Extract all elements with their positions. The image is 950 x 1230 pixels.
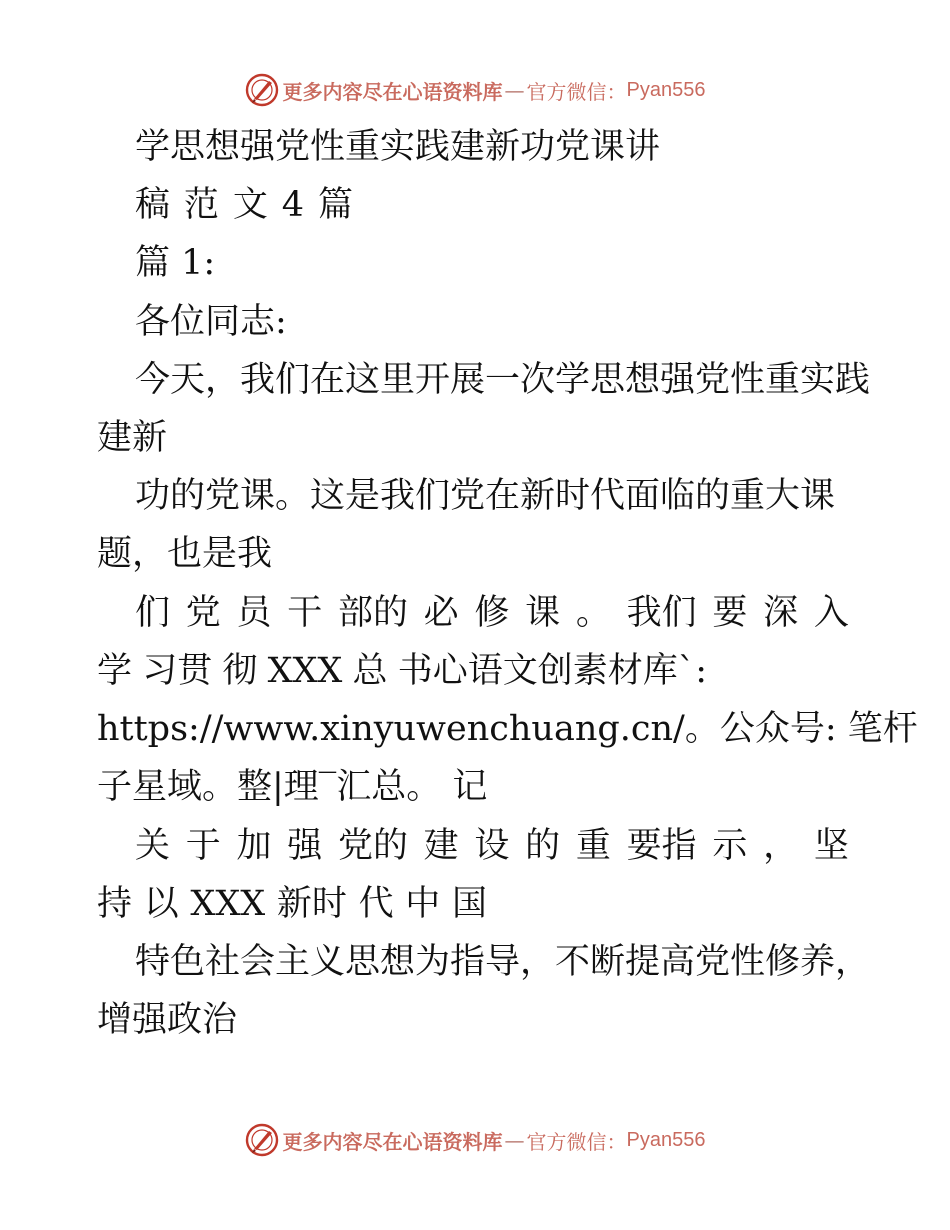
word: 。 [575,593,611,633]
title-line-1: 学思想强党性重实践建新功党课讲 [135,127,661,167]
word: 课 [525,593,561,633]
word: 国 [451,884,487,924]
word: 入 [813,593,849,633]
title-word: 篇 [317,185,353,225]
word: 新时 [276,884,347,924]
header-banner [0,70,950,110]
word: 深 [763,593,799,633]
paragraph-4-line-2 [97,884,487,924]
word: 要指 [626,826,697,866]
word: 书心语文创素材库`: [397,651,707,691]
word: 党的 [337,826,408,866]
word: 于 [185,826,221,866]
word: 加 [236,826,272,866]
word: 学 [97,651,133,691]
word: 员 [236,593,272,633]
word: ， [763,826,799,866]
footer-banner [0,1120,950,1160]
paragraph-5-line-1: 特色社会主义思想为指导，不断提高党性修养， [135,942,871,982]
paragraph-2-line-1: 功的党课。这是我们党在新时代面临的重大课 [135,476,836,516]
word: 重 [575,826,611,866]
word: 示 [712,826,748,866]
banner-separator: — [504,1128,525,1152]
word: 以 [143,884,179,924]
word: 关 [135,826,171,866]
word: XXX [267,651,343,691]
word: 修 [474,593,510,633]
word: XXX [190,884,266,924]
word: 彻 [222,651,258,691]
banner-wechat-id: Pyan556 [626,1128,706,1151]
paragraph-1-line-1: 今天，我们在这里开展一次学思想强党性重实践 [135,360,871,400]
paragraph-3-line-4: 子星域。整|理‾汇总。 记 [97,767,488,807]
paragraph-1-line-2: 建新 [97,418,168,458]
banner-contact-label: 官方微信： [526,1129,627,1154]
title-word: 范 [183,185,219,225]
quill-logo-icon [245,1123,279,1157]
word: 中 [405,884,441,924]
title-word: 文 [232,185,268,225]
word: 总 [352,651,388,691]
title-word: 4 [281,185,305,225]
banner-wechat-id: Pyan556 [626,78,706,101]
section-heading: 篇 1: [135,243,216,283]
word: 部的 [337,593,408,633]
word: 持 [97,884,133,924]
paragraph-3-line-2 [97,651,707,691]
paragraph-5-line-2: 增强政治 [97,1000,238,1040]
word: 党 [185,593,221,633]
word: 设 [474,826,510,866]
word: 们 [135,593,171,633]
word: 我们 [626,593,697,633]
paragraph-4-line-1 [135,826,849,866]
word: 必 [423,593,459,633]
word: 干 [287,593,323,633]
banner-title: 更多内容尽在心语资料库 [282,79,503,104]
banner-separator: — [504,78,525,102]
word: 强 [287,826,323,866]
title-word: 稿 [135,185,171,225]
paragraph-3-line-1 [135,593,849,633]
word: 坚 [813,826,849,866]
word: 习贯 [142,651,213,691]
banner-title: 更多内容尽在心语资料库 [282,1129,503,1154]
word: 的 [525,826,561,866]
paragraph-2-line-2: 题，也是我 [97,534,273,574]
paragraph-3-line-3: https://www.xinyuwenchuang.cn/。公众号: 笔杆 [97,709,918,749]
word: 要 [712,593,748,633]
title-line-2 [135,185,353,225]
word: 建 [423,826,459,866]
greeting: 各位同志: [135,302,287,342]
banner-contact-label: 官方微信： [526,79,627,104]
word: 代 [358,884,394,924]
quill-logo-icon [245,73,279,107]
